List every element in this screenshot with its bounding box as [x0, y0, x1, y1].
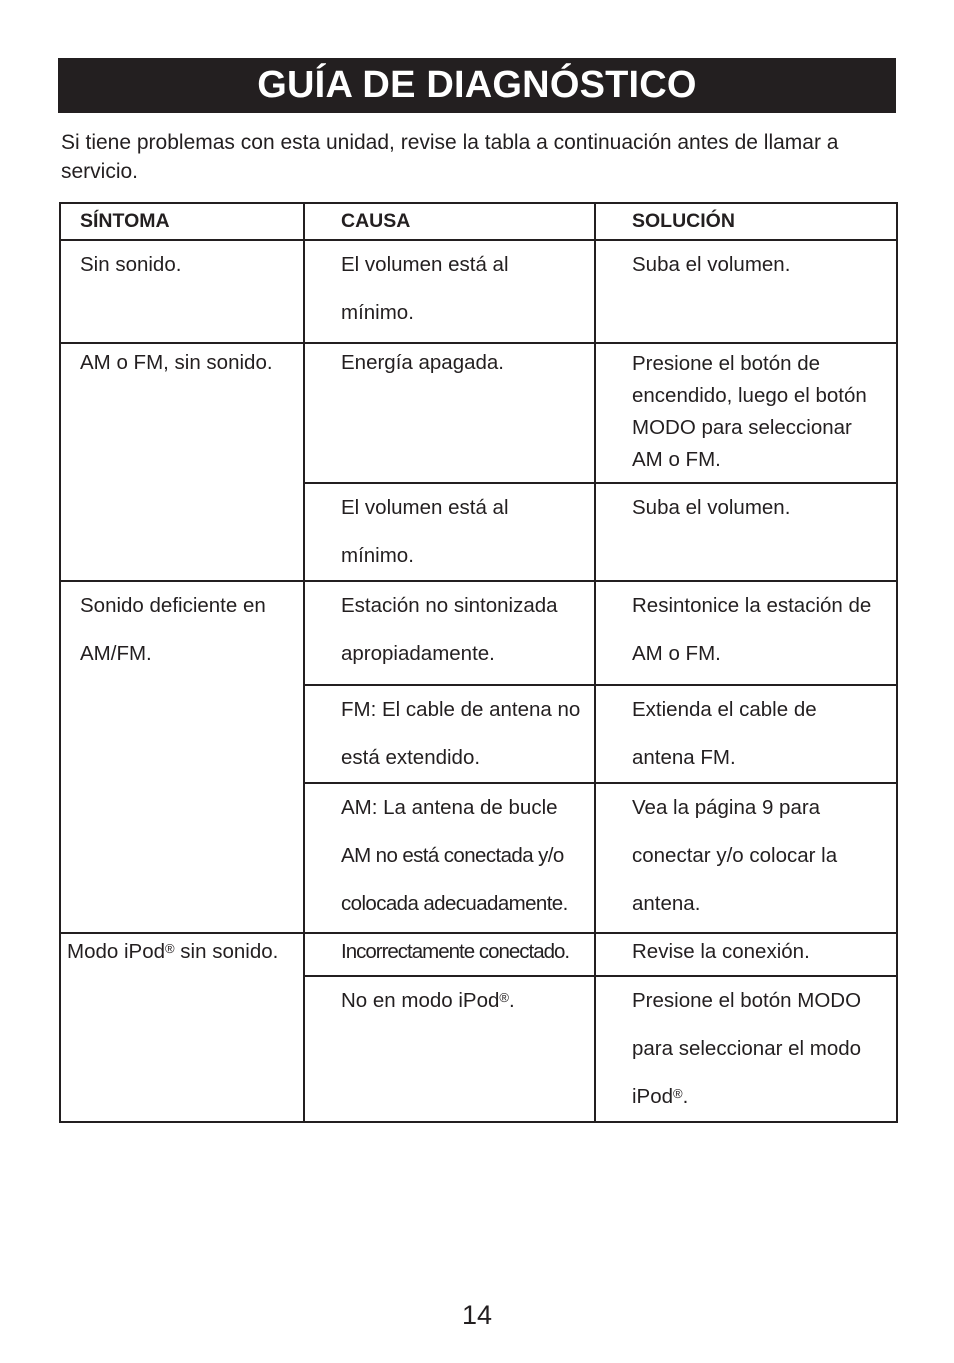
solution-text: Vea la página 9 para conectar y/o colocar la antena.	[632, 796, 838, 915]
table-row	[60, 581, 897, 685]
symptom-cell: AM o FM, sin sonido.	[60, 343, 304, 581]
registered-mark: ®	[165, 941, 175, 956]
diagnostic-table	[59, 202, 898, 1123]
header-cause: CAUSA	[304, 203, 595, 240]
table-row	[60, 240, 897, 343]
cause-cell	[304, 783, 595, 933]
solution-cell	[595, 685, 897, 783]
cause-cell	[304, 976, 595, 1122]
table-row	[60, 343, 897, 483]
header-symptom: SÍNTOMA	[60, 203, 304, 240]
cause-text: FM: El cable de antena no está extendido.	[341, 698, 581, 769]
cause-cell	[304, 483, 595, 581]
solution-cell: Revise la conexión.	[595, 933, 897, 976]
solution-cell: Suba el volumen.	[595, 240, 897, 343]
table-row	[60, 933, 897, 976]
symptom-text: Sonido deficiente en AM/FM.	[80, 594, 266, 665]
symptom-text: sin sonido.	[174, 940, 279, 963]
symptom-cell: Sin sonido.	[60, 240, 304, 343]
cause-text: El volumen está al mínimo.	[341, 496, 509, 567]
cause-cell: Incorrectamente conectado.	[304, 933, 595, 976]
solution-cell	[595, 581, 897, 685]
solution-cell	[595, 976, 897, 1122]
page-number: 14	[461, 1300, 493, 1330]
cause-cell: Energía apagada.	[304, 343, 595, 483]
cause-text: El volumen está al mínimo.	[341, 253, 509, 324]
cause-line: colocada adecuadamente.	[341, 892, 568, 915]
solution-text: .	[682, 1085, 689, 1108]
cause-line: AM no está conectada y/o	[341, 844, 564, 867]
cause-line: AM: La antena de bucle	[341, 796, 558, 819]
cause-cell	[304, 685, 595, 783]
cause-cell	[304, 240, 595, 343]
symptom-cell	[60, 581, 304, 933]
symptom-text: Modo iPod	[67, 940, 166, 963]
cause-text: Estación no sintonizada apropiadamente.	[341, 594, 558, 665]
solution-cell: Suba el volumen.	[595, 483, 897, 581]
intro-paragraph: Si tiene problemas con esta unidad, revise la tabla a continuación antes de llamar a servicio.	[61, 131, 839, 183]
cause-cell	[304, 581, 595, 685]
table-header-row	[60, 203, 897, 240]
registered-mark: ®	[673, 1086, 683, 1101]
solution-text: Presione el botón de encendido, luego el botón MODO para seleccionar AM o FM.	[632, 352, 867, 471]
title-bar	[58, 58, 896, 113]
registered-mark: ®	[499, 990, 509, 1005]
page-title: GUÍA DE DIAGNÓSTICO	[257, 64, 697, 106]
symptom-cell	[60, 933, 304, 1122]
cause-text: No en modo iPod	[341, 989, 500, 1012]
solution-text: Extienda el cable de antena FM.	[632, 698, 817, 769]
solution-text: Presione el botón MODO para seleccionar el modo iPod	[632, 989, 862, 1108]
solution-text: Resintonice la estación de AM o FM.	[632, 594, 872, 665]
header-solution: SOLUCIÓN	[595, 203, 897, 240]
cause-text: .	[509, 989, 515, 1012]
solution-cell	[595, 343, 897, 483]
solution-cell	[595, 783, 897, 933]
